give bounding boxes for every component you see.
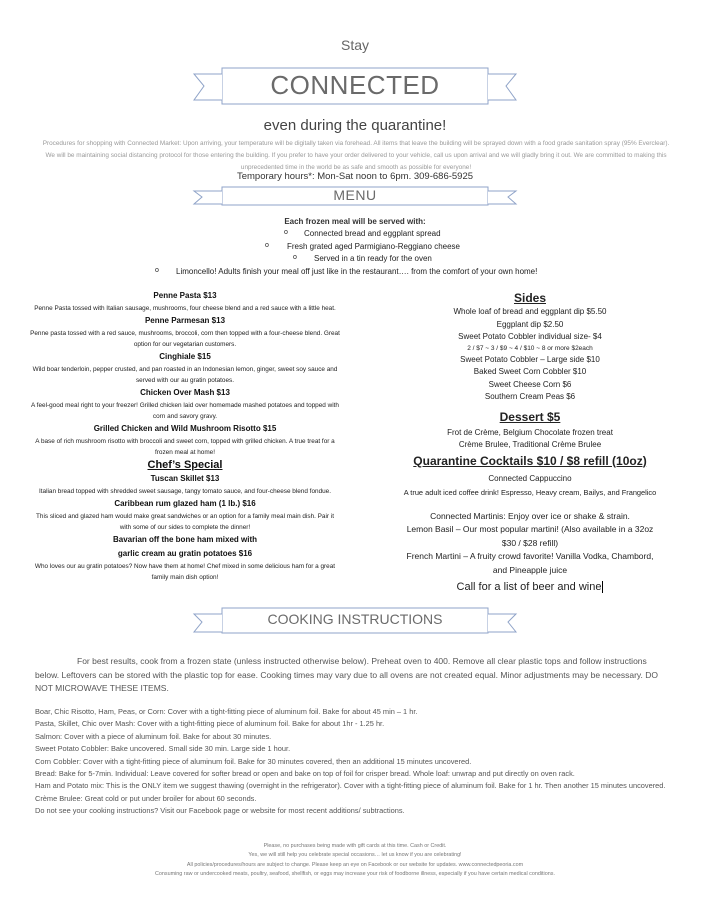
entree-title: Cinghiale $15: [159, 352, 211, 361]
list-item: Southern Cream Peas $6: [484, 392, 576, 401]
entree-title: Grilled Chicken and Wild Mushroom Risotto $15: [93, 424, 277, 433]
footer-line: Please, no purchases being made with gift cards at this time. Cash or Credit.: [263, 843, 447, 849]
entree-title: Penne Parmesan $13: [144, 316, 226, 325]
sides-dessert-cocktails-column: [375, 290, 685, 593]
special-description: Italian bread topped with shredded sweet sausage, tangy tomato sauce, and four-cheese blend fondue.: [38, 488, 332, 495]
dessert-heading: Dessert $5: [499, 409, 561, 424]
bullet-icon: o: [284, 229, 288, 236]
text-cursor-icon: [602, 581, 603, 593]
instruction-line: Crème Brulee: Great cold or put under broiler for about 60 seconds.: [35, 793, 257, 803]
list-item: [0, 242, 710, 255]
list-item: Frot de Crème, Belgium Chocolate frozen treat: [447, 427, 613, 437]
list-item: [0, 254, 710, 267]
special-description: This sliced and glazed ham would make great sandwiches or an option for a family meal main dish. Pair it with some of our sides to complete the dinner!: [35, 513, 335, 531]
bullet-icon: o: [155, 266, 159, 274]
entree-title: Chicken Over Mash $13: [140, 388, 230, 397]
beer-wine-text: Call for a list of beer and wine: [456, 581, 602, 593]
list-item: Eggplant dip $2.50: [496, 319, 564, 329]
temporary-hours: Temporary hours*: Mon-Sat noon to 6pm. 309-686-5925: [236, 171, 474, 182]
list-item: [0, 267, 710, 280]
footer-line: Yes, we will still help you celebrate special occasions… let us know if you are celebrating!: [248, 852, 462, 859]
special-title: Tuscan Skillet $13: [150, 474, 220, 483]
shopping-procedures: Procedures for shopping with Connected Market: Upon arriving, your temperature will be digitally taken via forehead. All items that leave the building will be sprayed down with a food grade sanitation spray (95% Everclear). We will be maintaining social distancing protocol for those entering the building. If you prefer to have your order delivered to your vehicle, call us upon arrival and we will gladly bring it out. We are committed to making this unprecedented time in the world be as safe and smooth as possible for everyone!: [42, 140, 670, 171]
instruction-line: Ham and Potato mix: This is the ONLY item we suggest thawing (overnight in the refrigerator). Cover with a tight-fitting piece of aluminum foil. Bake for 1 hr. Then another 15 minutes uncovered.: [35, 781, 666, 791]
entree-description: Penne pasta tossed with a red sauce, mushrooms, broccoli, corn then topped with a four-cheese blend. Great option for our vegetarian customers.: [30, 330, 340, 348]
entree-title: Penne Pasta $13: [153, 291, 217, 300]
connected-banner: [190, 64, 520, 110]
menu-intro-item: Served in a tin ready for the oven: [314, 254, 432, 264]
footer-notes: [0, 842, 710, 880]
menu-intro-item: Connected bread and eggplant spread: [304, 229, 441, 238]
special-title: Caribbean rum glazed ham (1 lb.) $16: [114, 499, 256, 508]
sides-heading: Sides: [513, 291, 546, 305]
entree-description: Wild boar tenderloin, pepper crusted, and pan roasted in an Indonesian lemon, ginger, sweet soy sauce and served with our au gratin potatoes.: [32, 366, 338, 384]
cocktail-description: A true adult iced coffee drink! Espresso, Heavy cream, Bailys, and Frangelico: [403, 487, 657, 497]
instruction-line: Boar, Chic Risotto, Ham, Peas, or Corn: Cover with a tight-fitting piece of aluminum foil. Bake for about 45 min – 1 hr.: [35, 707, 418, 716]
menu-banner: [190, 186, 520, 208]
special-title-line2: garlic cream au gratin potatoes $16: [117, 549, 253, 558]
stay-heading: Stay: [340, 37, 369, 53]
instruction-line: Pasta, Skillet, Chic over Mash: Cover with a tight-fitting piece of aluminum foil. Bake for about 1hr - 1.25 hr.: [35, 719, 385, 729]
footer-line: All policies/procedures/hours are subject to change. Please keep an eye on Facebook or our website for updates. www.connectedpeoria.com: [186, 861, 524, 868]
cocktail-line: $30 / $28 refill): [501, 537, 559, 548]
list-item: Sweet Potato Cobbler individual size- $4: [458, 332, 602, 341]
list-item: [0, 229, 710, 242]
list-item: Baked Sweet Corn Cobbler $10: [473, 367, 587, 376]
chef-special-heading: Chef’s Special: [147, 459, 223, 471]
cocktails-heading: Quarantine Cocktails $10 / $8 refill (10oz): [413, 453, 647, 468]
instruction-line: Do not see your cooking instructions? Visit our Facebook page or website for most recent additions/ subtractions.: [35, 806, 405, 816]
cocktail-line: Connected Martinis: Enjoy over ice or shake & strain.: [430, 510, 630, 521]
bullet-icon: o: [265, 241, 269, 249]
menu-intro: [0, 217, 710, 279]
cooking-instructions: [35, 706, 675, 818]
entree-description: A feel-good meal right to your freezer! Grilled chicken laid over homemade mashed potatoes and topped with corn and savory gravy.: [31, 402, 339, 420]
cocktail-line: and Pineapple juice: [492, 564, 568, 575]
menu-intro-heading: Each frozen meal will be served with:: [284, 217, 426, 226]
instruction-line: Sweet Potato Cobbler: Bake uncovered. Small side 30 min. Large side 1 hour.: [35, 744, 291, 754]
menu-intro-item: Limoncello! Adults finish your meal off just like in the restaurant…. from the comfort of your own home!: [176, 266, 538, 276]
list-item: Sweet Cheese Corn $6: [488, 379, 572, 389]
menu-intro-item: Fresh grated aged Parmigiano-Reggiano cheese: [287, 241, 460, 251]
instruction-line: Bread: Bake for 5-7min. Individual: Leave covered for softer bread or open and bake on top of foil for crisper bread. Whole loaf: unwrap and put directly on oven rack.: [35, 769, 575, 779]
special-description: Who loves our au gratin potatoes? Now have them at home! Chef mixed in some delicious ham for a great family main dish option!: [34, 563, 336, 581]
connected-title: CONNECTED: [270, 70, 440, 100]
cocktail-title: Connected Cappuccino: [488, 473, 572, 483]
menu-title: MENU: [333, 187, 377, 203]
bullet-icon: o: [293, 254, 297, 262]
instruction-line: Salmon: Cover with a piece of aluminum foil. Bake for about 30 minutes.: [35, 731, 272, 741]
cooking-banner: [190, 606, 520, 638]
list-item: Whole loaf of bread and eggplant dip $5.50: [453, 307, 607, 316]
footer-line: Consuming raw or undercooked meats, poultry, seafood, shellfish, or eggs may increase your risk of foodborne illness, especially if you have certain medical conditions.: [155, 871, 555, 878]
quarantine-subtitle: even during the quarantine!: [263, 117, 447, 134]
entree-description: A base of rich mushroom risotto with broccoli and sweet corn, topped with grilled chicken. A true treat for a frozen meal at home!: [35, 438, 335, 456]
cocktail-line: French Martini – A fruity crowd favorite! Vanilla Vodka, Chambord,: [406, 551, 654, 561]
cooking-title: COOKING INSTRUCTIONS: [267, 611, 443, 627]
entree-description: Penne Pasta tossed with Italian sausage, mushrooms, four cheese blend and a red sauce with a little heat.: [34, 305, 336, 312]
special-title: Bavarian off the bone ham mixed with: [112, 535, 258, 544]
cobbler-pricing-note: 2 / $7 ~ 3 / $9 ~ 4 / $10 ~ 8 or more $2each: [467, 344, 593, 352]
cocktail-line: Lemon Basil – Our most popular martini! (Also available in a 32oz: [406, 524, 654, 534]
list-item: Crème Brulee, Traditional Crème Brulee: [458, 440, 602, 449]
instruction-line: Corn Cobbler: Cover with a tight-fitting piece of aluminum foil. Bake for 30 minutes covered, then an additional 15 minutes uncovered.: [35, 756, 472, 766]
cooking-intro: For best results, cook from a frozen state (unless instructed otherwise below). Preheat oven to 400. Remove all clear plastic tops and follow instructions below. Leftovers can be stored with the plastic top for ease. Cooking times may vary due to all ovens are not created equal. Minor adjustments may be necessary. DO NOT MICROWAVE THESE ITEMS.: [35, 656, 659, 693]
list-item: Sweet Potato Cobbler – Large side $10: [460, 354, 600, 364]
beer-wine-note: [375, 581, 685, 593]
entrees-column: [30, 289, 340, 583]
